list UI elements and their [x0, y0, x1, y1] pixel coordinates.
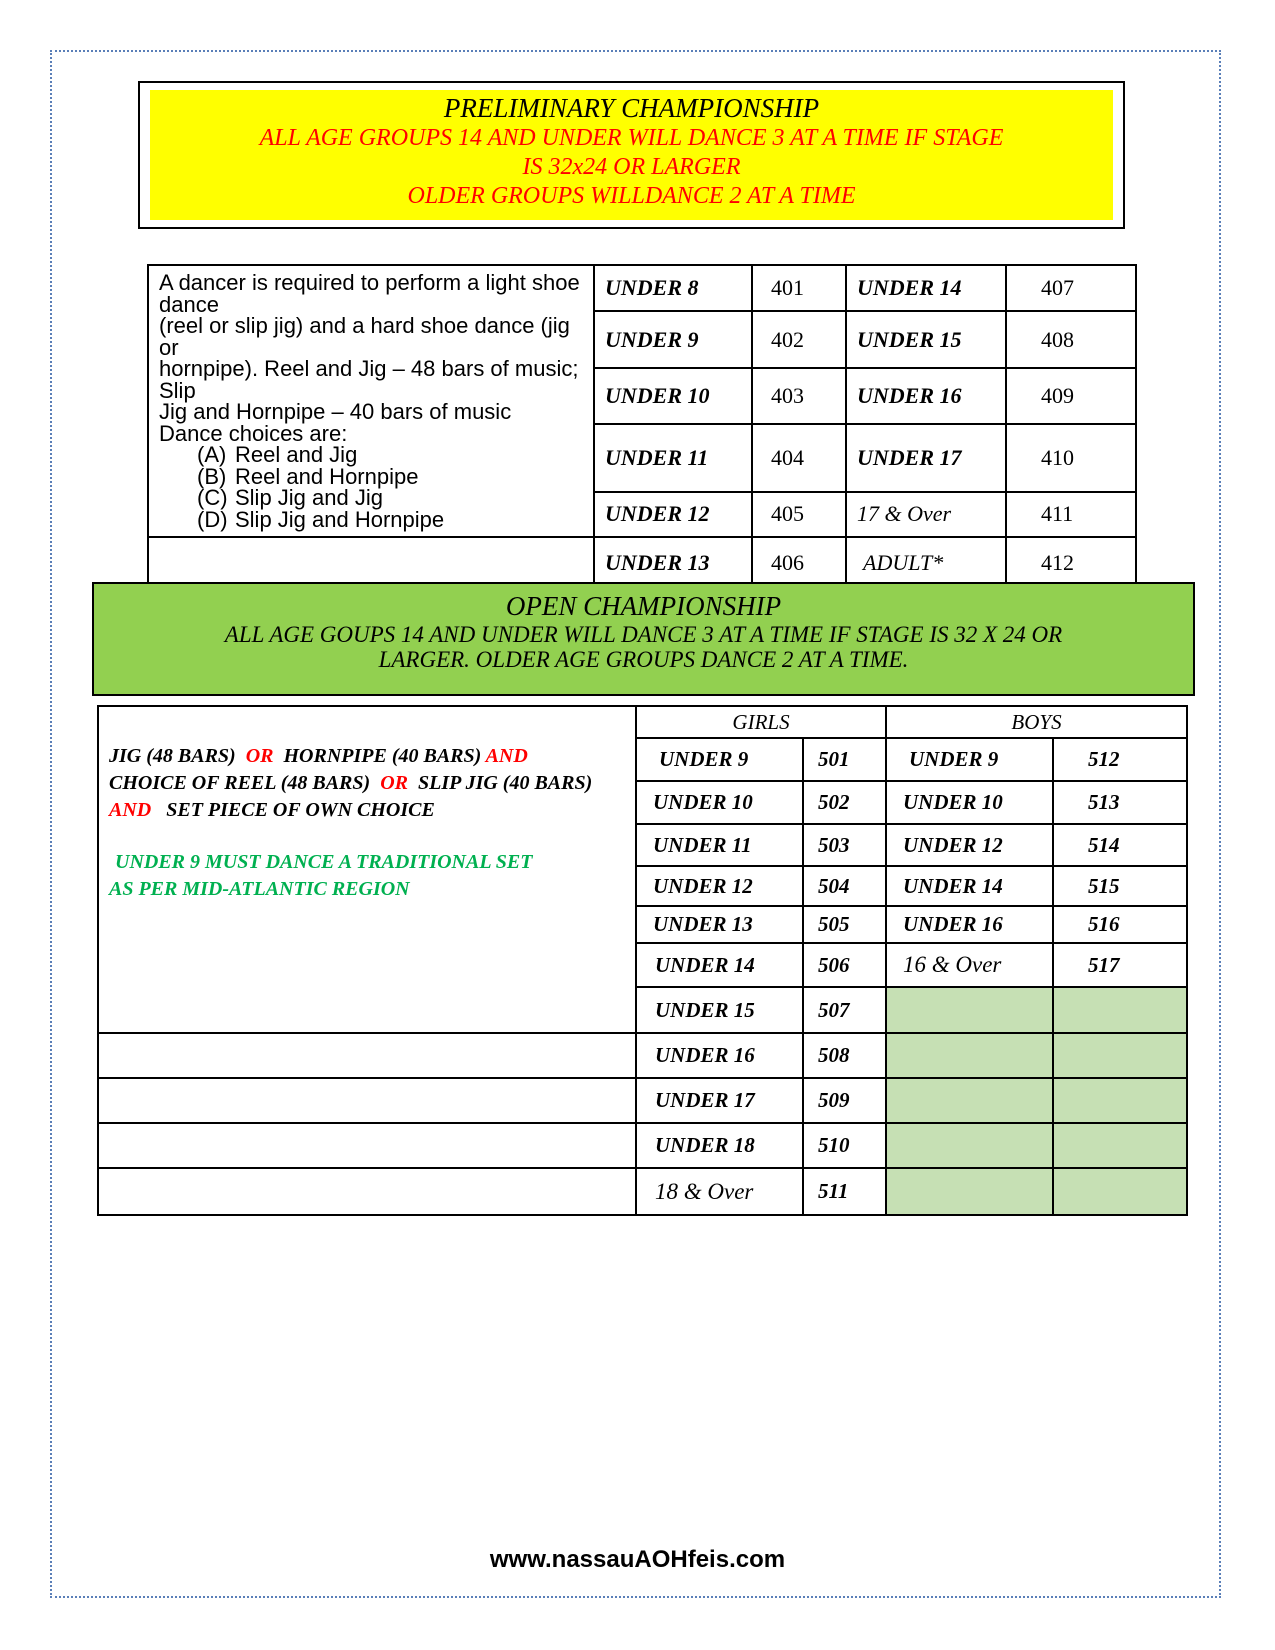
- footer-url[interactable]: www.nassauAOHfeis.com: [489, 1546, 786, 1573]
- shaded-cell: [886, 1033, 1053, 1078]
- girls-number: 506: [803, 943, 886, 987]
- girls-age: UNDER 9: [636, 738, 803, 781]
- boys-number: 512: [1053, 738, 1187, 781]
- preliminary-title: PRELIMINARY CHAMPIONSHIP: [443, 93, 820, 123]
- age-cell: UNDER 14: [846, 265, 1006, 311]
- open-note: AS PER MID-ATLANTIC REGION: [109, 878, 410, 900]
- shaded-cell: [1053, 1033, 1187, 1078]
- preliminary-table: [147, 264, 1137, 589]
- preliminary-header: [150, 90, 1113, 220]
- open-table: [97, 705, 1188, 1216]
- open-title: OPEN CHAMPIONSHIP: [505, 591, 782, 621]
- competition-number: 403: [752, 368, 846, 424]
- girls-heading: GIRLS: [636, 706, 886, 738]
- shaded-cell: [886, 1168, 1053, 1215]
- girls-age: UNDER 15: [636, 987, 803, 1033]
- competition-number: 409: [1006, 368, 1136, 424]
- boys-number: 513: [1053, 781, 1187, 824]
- girls-number: 504: [803, 866, 886, 906]
- age-cell: UNDER 8: [594, 265, 752, 311]
- shaded-cell: [1053, 1168, 1187, 1215]
- open-line-1: ALL AGE GOUPS 14 AND UNDER WILL DANCE 3 AT A TIME IF STAGE IS 32 X 24 OR: [224, 622, 1063, 647]
- competition-number: 405: [752, 492, 846, 537]
- age-cell: UNDER 13: [594, 537, 752, 588]
- shaded-cell: [1053, 1078, 1187, 1123]
- age-cell: UNDER 16: [846, 368, 1006, 424]
- competition-number: 411: [1006, 492, 1136, 537]
- boys-age: 16 & Over: [886, 943, 1053, 987]
- girls-number: 511: [803, 1168, 886, 1215]
- boys-age: UNDER 16: [886, 906, 1053, 943]
- age-cell: UNDER 17: [846, 424, 1006, 492]
- boys-age: UNDER 10: [886, 781, 1053, 824]
- shaded-cell: [886, 1078, 1053, 1123]
- boys-age: UNDER 12: [886, 824, 1053, 866]
- open-note: UNDER 9 MUST DANCE A TRADITIONAL SET: [115, 851, 533, 873]
- girls-number: 502: [803, 781, 886, 824]
- boys-age: UNDER 9: [886, 738, 1053, 781]
- choice-item: (D) Slip Jig and Hornpipe: [197, 506, 445, 532]
- choice-item: (B) Reel and Hornpipe: [197, 463, 419, 489]
- girls-number: 508: [803, 1033, 886, 1078]
- competition-number: 401: [752, 265, 846, 311]
- preliminary-line-1: ALL AGE GROUPS 14 AND UNDER WILL DANCE 3 AT A TIME IF STAGE: [259, 125, 1004, 151]
- girls-age: UNDER 11: [636, 824, 803, 866]
- boys-heading: BOYS: [886, 706, 1187, 738]
- empty-cell: [148, 537, 594, 588]
- shaded-cell: [886, 1123, 1053, 1168]
- age-cell: ADULT*: [846, 537, 1006, 588]
- empty-cell: [98, 1033, 636, 1078]
- dance-choices: [159, 444, 583, 530]
- girls-age: UNDER 18: [636, 1123, 803, 1168]
- boys-number: 517: [1053, 943, 1187, 987]
- preliminary-line-3: OLDER GROUPS WILLDANCE 2 AT A TIME: [407, 183, 856, 209]
- preliminary-line-2: IS 32x24 OR LARGER: [522, 154, 741, 180]
- boys-age: UNDER 14: [886, 866, 1053, 906]
- boys-number: 514: [1053, 824, 1187, 866]
- competition-number: 406: [752, 537, 846, 588]
- girls-number: 505: [803, 906, 886, 943]
- age-cell: UNDER 9: [594, 311, 752, 367]
- empty-cell: [98, 1078, 636, 1123]
- girls-number: 507: [803, 987, 886, 1033]
- competition-number: 410: [1006, 424, 1136, 492]
- open-header: [92, 582, 1195, 696]
- shaded-cell: [886, 987, 1053, 1033]
- age-cell: UNDER 15: [846, 311, 1006, 367]
- choice-item: (A) Reel and Jig: [197, 442, 358, 467]
- boys-number: 515: [1053, 866, 1187, 906]
- shaded-cell: [1053, 987, 1187, 1033]
- boys-number: 516: [1053, 906, 1187, 943]
- girls-age: 18 & Over: [636, 1168, 803, 1215]
- girls-age: UNDER 13: [636, 906, 803, 943]
- girls-number: 510: [803, 1123, 886, 1168]
- competition-number: 408: [1006, 311, 1136, 367]
- competition-number: 412: [1006, 537, 1136, 588]
- girls-age: UNDER 17: [636, 1078, 803, 1123]
- age-cell: UNDER 12: [594, 492, 752, 537]
- girls-age: UNDER 16: [636, 1033, 803, 1078]
- open-line-2: LARGER. OLDER AGE GROUPS DANCE 2 AT A TIME.: [378, 647, 909, 672]
- competition-number: 407: [1006, 265, 1136, 311]
- age-cell: UNDER 10: [594, 368, 752, 424]
- girls-age: UNDER 10: [636, 781, 803, 824]
- girls-age: UNDER 14: [636, 943, 803, 987]
- girls-number: 509: [803, 1078, 886, 1123]
- girls-age: UNDER 12: [636, 866, 803, 906]
- preliminary-description: A dancer is required to perform a light shoe dance (reel or slip jig) and a hard shoe dance (jig or hornpipe). Reel and Jig – 48 bars of music; Slip Jig and Hornpipe – 40 bars of music Dance choices are: (A) Reel and Jig (B) Reel and Hornpipe (C) Slip Jig and Jig (D) Slip Jig and Hornpipe: [148, 265, 594, 537]
- age-cell: 17 & Over: [846, 492, 1006, 537]
- girls-number: 503: [803, 824, 886, 866]
- open-description: JIG (48 BARS) OR HORNPIPE (40 BARS) AND CHOICE OF REEL (48 BARS) OR SLIP JIG (40 BARS) AND SET PIECE OF OWN CHOICE UNDER 9 MUST DANCE A TRADITIONAL SET AS PER MID-ATLANTIC REGION: [98, 706, 636, 1033]
- competition-number: 402: [752, 311, 846, 367]
- age-cell: UNDER 11: [594, 424, 752, 492]
- competition-number: 404: [752, 424, 846, 492]
- shaded-cell: [1053, 1123, 1187, 1168]
- empty-cell: [98, 1168, 636, 1215]
- choice-item: (C) Slip Jig and Jig: [197, 485, 383, 510]
- girls-number: 501: [803, 738, 886, 781]
- empty-cell: [98, 1123, 636, 1168]
